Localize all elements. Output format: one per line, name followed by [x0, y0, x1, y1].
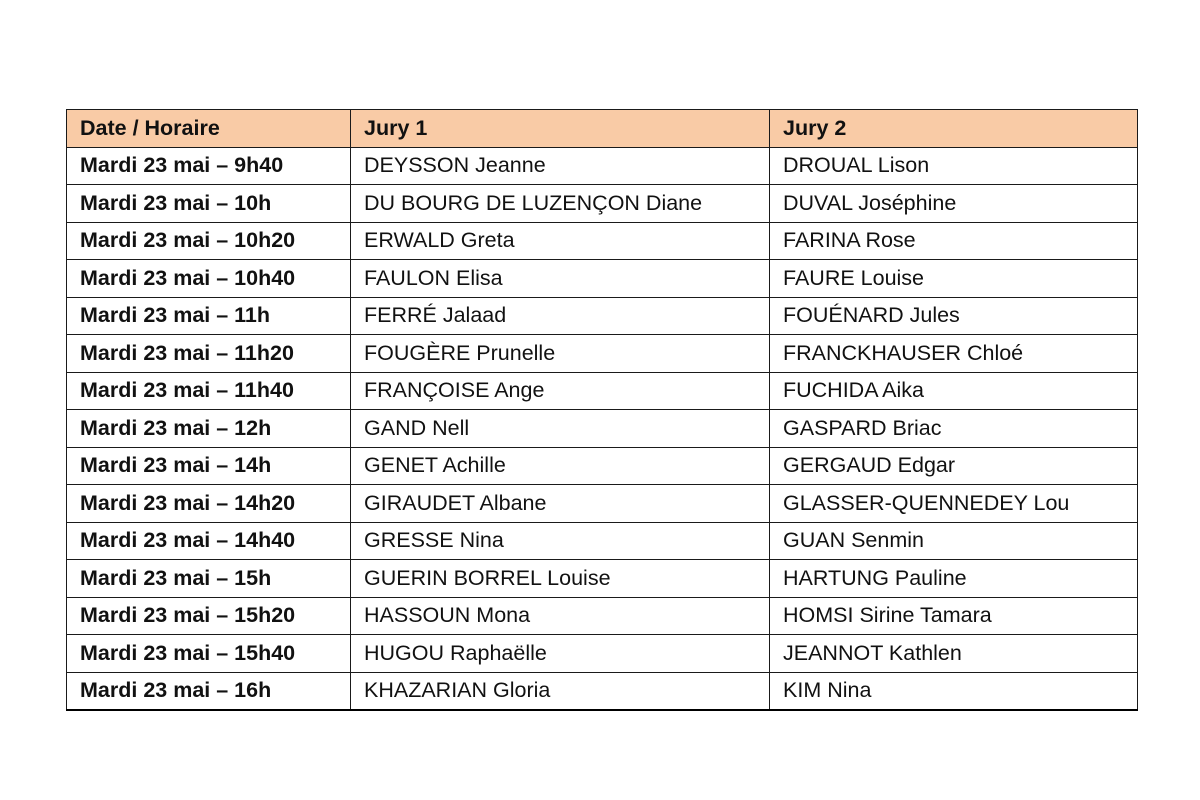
jury-1-candidate-cell: GRESSE Nina	[351, 522, 770, 560]
time-slot-cell: Mardi 23 mai – 10h20	[67, 222, 351, 260]
table-row	[67, 597, 1138, 635]
table-row	[67, 335, 1138, 373]
table-row	[67, 522, 1138, 560]
jury-2-candidate-cell: KIM Nina	[770, 672, 1138, 710]
jury-1-candidate-cell: FOUGÈRE Prunelle	[351, 335, 770, 373]
jury-2-candidate-cell: HARTUNG Pauline	[770, 560, 1138, 598]
table-row	[67, 447, 1138, 485]
time-slot-cell: Mardi 23 mai – 10h40	[67, 260, 351, 298]
time-slot-cell: Mardi 23 mai – 11h	[67, 297, 351, 335]
jury-2-candidate-cell: FRANCKHAUSER Chloé	[770, 335, 1138, 373]
jury-1-candidate-cell: GENET Achille	[351, 447, 770, 485]
jury-2-candidate-cell: HOMSI Sirine Tamara	[770, 597, 1138, 635]
table-row	[67, 560, 1138, 598]
header-row	[67, 110, 1138, 148]
jury-1-candidate-cell: DEYSSON Jeanne	[351, 147, 770, 185]
jury-1-candidate-cell: GIRAUDET Albane	[351, 485, 770, 523]
table-row	[67, 260, 1138, 298]
time-slot-cell: Mardi 23 mai – 11h20	[67, 335, 351, 373]
time-slot-cell: Mardi 23 mai – 12h	[67, 410, 351, 448]
time-slot-cell: Mardi 23 mai – 14h40	[67, 522, 351, 560]
jury-1-candidate-cell: FAULON Elisa	[351, 260, 770, 298]
jury-1-candidate-cell: KHAZARIAN Gloria	[351, 672, 770, 710]
table-row	[67, 410, 1138, 448]
time-slot-cell: Mardi 23 mai – 15h20	[67, 597, 351, 635]
jury-2-candidate-cell: FARINA Rose	[770, 222, 1138, 260]
jury-2-candidate-cell: GERGAUD Edgar	[770, 447, 1138, 485]
table-row	[67, 222, 1138, 260]
jury-2-candidate-cell: GLASSER-QUENNEDEY Lou	[770, 485, 1138, 523]
time-slot-cell: Mardi 23 mai – 9h40	[67, 147, 351, 185]
jury-2-candidate-cell: GASPARD Briac	[770, 410, 1138, 448]
time-slot-cell: Mardi 23 mai – 15h40	[67, 635, 351, 673]
jury-2-candidate-cell: FOUÉNARD Jules	[770, 297, 1138, 335]
table-row	[67, 485, 1138, 523]
header-jury-2: Jury 2	[770, 110, 1138, 148]
jury-1-candidate-cell: FERRÉ Jalaad	[351, 297, 770, 335]
time-slot-cell: Mardi 23 mai – 10h	[67, 185, 351, 223]
table-row	[67, 635, 1138, 673]
jury-2-candidate-cell: GUAN Senmin	[770, 522, 1138, 560]
table-header	[67, 110, 1138, 148]
jury-2-candidate-cell: FUCHIDA Aika	[770, 372, 1138, 410]
time-slot-cell: Mardi 23 mai – 14h20	[67, 485, 351, 523]
time-slot-cell: Mardi 23 mai – 15h	[67, 560, 351, 598]
jury-1-candidate-cell: GAND Nell	[351, 410, 770, 448]
jury-1-candidate-cell: ERWALD Greta	[351, 222, 770, 260]
header-jury-1: Jury 1	[351, 110, 770, 148]
time-slot-cell: Mardi 23 mai – 14h	[67, 447, 351, 485]
jury-schedule-table	[66, 109, 1138, 711]
table-row	[67, 672, 1138, 710]
time-slot-cell: Mardi 23 mai – 11h40	[67, 372, 351, 410]
jury-2-candidate-cell: FAURE Louise	[770, 260, 1138, 298]
jury-2-candidate-cell: JEANNOT Kathlen	[770, 635, 1138, 673]
table-body	[67, 147, 1138, 710]
table-row	[67, 147, 1138, 185]
table-row	[67, 372, 1138, 410]
jury-1-candidate-cell: GUERIN BORREL Louise	[351, 560, 770, 598]
jury-1-candidate-cell: HASSOUN Mona	[351, 597, 770, 635]
header-date-time: Date / Horaire	[67, 110, 351, 148]
time-slot-cell: Mardi 23 mai – 16h	[67, 672, 351, 710]
jury-1-candidate-cell: HUGOU Raphaëlle	[351, 635, 770, 673]
jury-2-candidate-cell: DROUAL Lison	[770, 147, 1138, 185]
jury-2-candidate-cell: DUVAL Joséphine	[770, 185, 1138, 223]
table-row	[67, 185, 1138, 223]
jury-1-candidate-cell: DU BOURG DE LUZENÇON Diane	[351, 185, 770, 223]
jury-1-candidate-cell: FRANÇOISE Ange	[351, 372, 770, 410]
table-row	[67, 297, 1138, 335]
